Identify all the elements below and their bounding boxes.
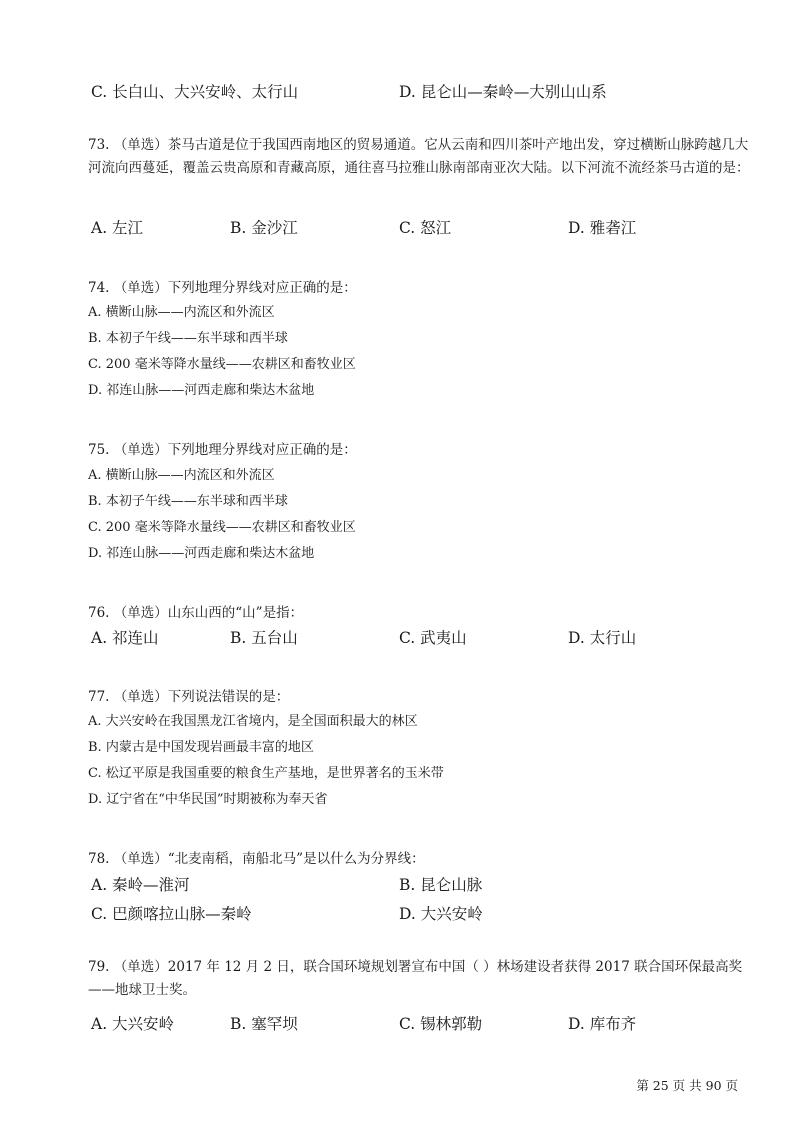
question-79-option-a: A. 大兴安岭 bbox=[91, 1015, 175, 1033]
question-75-option-b: B. 本初子午线——东半球和西半球 bbox=[88, 494, 288, 509]
question-79-stem: 79. （单选）2017 年 12 月 2 日，联合国环境规划署宣布中国（ ）林场建设者获得 2017 联合国环保最高奖——地球卫士奖。 bbox=[88, 959, 743, 998]
question-77-option-a: A. 大兴安岭在我国黑龙江省境内，是全国面积最大的林区 bbox=[88, 714, 418, 729]
question-74-stem: 74. （单选）下列地理分界线对应正确的是： bbox=[88, 280, 357, 296]
question-79-option-b: B. 塞罕坝 bbox=[230, 1015, 298, 1033]
question-77-option-c: C. 松辽平原是我国重要的粮食生产基地，是世界著名的玉米带 bbox=[88, 766, 444, 781]
question-74-option-a: A. 横断山脉——内流区和外流区 bbox=[88, 305, 275, 320]
question-76-option-b: B. 五台山 bbox=[230, 629, 298, 647]
question-77-option-d: D. 辽宁省在“中华民国”时期被称为奉天省 bbox=[88, 792, 328, 807]
question-73-option-c: C. 怒江 bbox=[399, 219, 452, 237]
question-76-option-a: A. 祁连山 bbox=[91, 629, 159, 647]
question-73-option-b: B. 金沙江 bbox=[230, 219, 298, 237]
question-76-option-c: C. 武夷山 bbox=[399, 629, 467, 647]
question-73-option-d: D. 雅砻江 bbox=[568, 219, 637, 237]
question-74-option-b: B. 本初子午线——东半球和西半球 bbox=[88, 331, 288, 346]
page-number: 第 25 页 共 90 页 bbox=[636, 1078, 738, 1093]
question-78-option-c: C. 巴颜喀拉山脉—秦岭 bbox=[91, 905, 252, 923]
question-73-stem: 73. （单选）茶马古道是位于我国西南地区的贸易通道。它从云南和四川茶叶产地出发，穿过横断山脉跨越几大河流向西蔓延，覆盖云贵高原和青藏高原，通往喜马拉雅山脉南部南亚次大陆。以下河流不流经茶马古道的是： bbox=[88, 137, 750, 176]
question-78-option-d: D. 大兴安岭 bbox=[399, 905, 483, 923]
question-79-option-d: D. 库布齐 bbox=[568, 1015, 637, 1033]
question-76-option-d: D. 太行山 bbox=[568, 629, 637, 647]
question-78-option-a: A. 秦岭—淮河 bbox=[91, 876, 190, 894]
question-74-option-c: C. 200 毫米等降水量线——农耕区和畜牧业区 bbox=[88, 357, 356, 372]
question-75-option-c: C. 200 毫米等降水量线——农耕区和畜牧业区 bbox=[88, 520, 356, 535]
question-79-option-c: C. 锡林郭勒 bbox=[399, 1015, 483, 1033]
option-d: D. 昆仑山—秦岭—大别山山系 bbox=[399, 83, 607, 101]
option-c: C. 长白山、大兴安岭、太行山 bbox=[91, 83, 299, 101]
question-77-option-b: B. 内蒙古是中国发现岩画最丰富的地区 bbox=[88, 740, 314, 755]
question-77-stem: 77. （单选）下列说法错误的是： bbox=[88, 689, 290, 705]
question-73-option-a: A. 左江 bbox=[91, 219, 144, 237]
question-75-option-d: D. 祁连山脉——河西走廊和柴达木盆地 bbox=[88, 546, 315, 561]
question-75-option-a: A. 横断山脉——内流区和外流区 bbox=[88, 468, 275, 483]
question-78-option-b: B. 昆仑山脉 bbox=[399, 876, 483, 894]
question-75-stem: 75. （单选）下列地理分界线对应正确的是： bbox=[88, 442, 357, 458]
question-76-stem: 76. （单选）山东山西的“山”是指： bbox=[88, 605, 304, 621]
question-78-stem: 78. （单选）“北麦南稻，南船北马”是以什么为分界线： bbox=[88, 851, 425, 867]
question-74-option-d: D. 祁连山脉——河西走廊和柴达木盆地 bbox=[88, 383, 315, 398]
